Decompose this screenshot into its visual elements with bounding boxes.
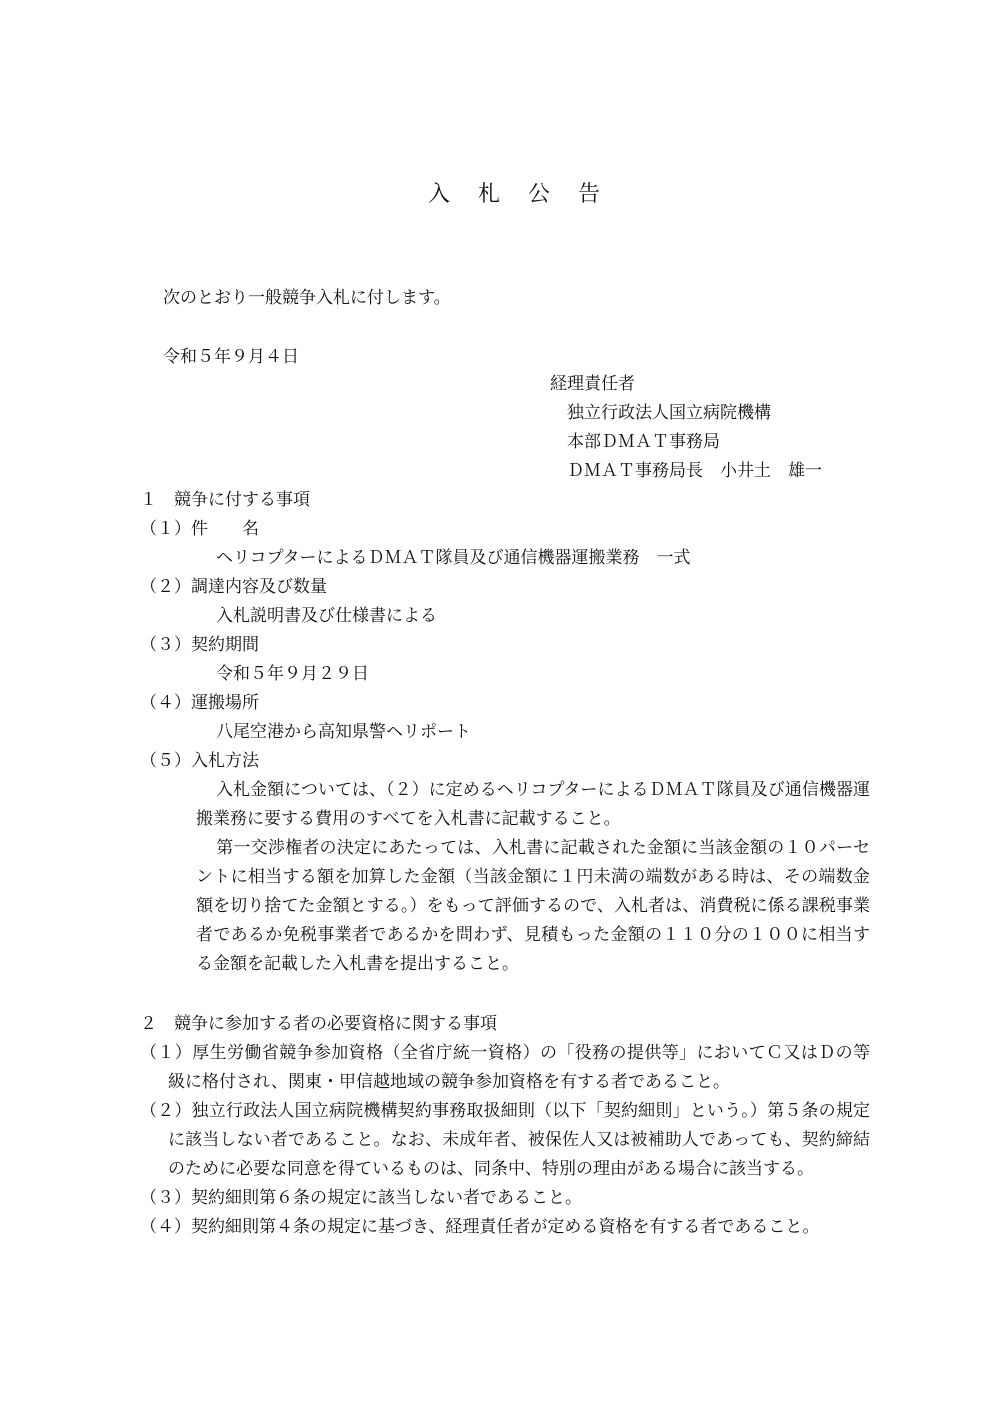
item-5-paragraph-1: [140, 776, 870, 834]
section-2: [140, 1010, 870, 1242]
item-4-label: （４）運搬場所: [140, 693, 259, 713]
item-3-text: 令和５年９月２９日: [216, 664, 369, 684]
item-5-paragraph-1-text: 入札金額については、（２）に定めるヘリコプターによるＤＭＡＴ隊員及び通信機器運搬業務に要する費用のすべてを入札書に記載すること。: [196, 780, 870, 829]
item-5-paragraph-2-text: 第一交渉権者の決定にあたっては、入札書に記載された金額に当該金額の１０パーセントに相当する額を加算した金額（当該金額に１円未満の端数がある時は、その端数金額を切り捨てた金額とする。）をもって評価するので、入札者は、消費税に係る課税事業者であるか免税事業者であるかを問わず、見積もった金額の１１０分の１００に相当する金額を記載した入札書を提出すること。: [196, 838, 870, 974]
notice-date: 令和５年９月４日: [163, 347, 299, 367]
item-1-text: ヘリコプターによるＤＭＡＴ隊員及び通信機器運搬業務 一式: [216, 548, 691, 568]
issuer-org: 独立行政法人国立病院機構: [567, 403, 771, 423]
document-title: 入札公告: [427, 182, 628, 207]
section-1: [140, 486, 870, 979]
item-5-paragraph-2: [140, 834, 870, 979]
issuer-person: ＤＭＡＴ事務局長 小井土 雄一: [567, 461, 822, 481]
qualification-4: （４）契約細則第４条の規定に基づき、経理責任者が定める資格を有する者であること。: [140, 1217, 820, 1237]
qualification-1: （１）厚生労働省競争参加資格（全省庁統一資格）の「役務の提供等」においてＣ又はＤの等級に格付され、関東・甲信越地域の競争参加資格を有する者であること。: [140, 1043, 870, 1092]
item-2-text: 入札説明書及び仕様書による: [216, 606, 437, 626]
section-2-heading: ２ 競争に参加する者の必要資格に関する事項: [140, 1014, 497, 1034]
item-3-label: （３）契約期間: [140, 635, 259, 655]
qualification-3: （３）契約細則第６条の規定に該当しない者であること。: [140, 1188, 582, 1208]
section-1-heading: １ 競争に付する事項: [140, 490, 310, 510]
issuer-role: 経理責任者: [550, 374, 635, 394]
intro-text: 次のとおり一般競争入札に付します。: [163, 288, 451, 308]
qualification-2: （２）独立行政法人国立病院機構契約事務取扱細則（以下「契約細則」という。）第５条の規定に該当しない者であること。なお、未成年者、被保佐人又は被補助人であっても、契約締結のために必要な同意を得ているものは、同条中、特別の理由がある場合に該当する。: [140, 1101, 870, 1179]
item-1-label: （１）件 名: [140, 519, 259, 539]
issuer-dept: 本部ＤＭＡＴ事務局: [567, 432, 720, 452]
item-5-label: （５）入札方法: [140, 751, 259, 771]
item-2-label: （２）調達内容及び数量: [140, 577, 327, 597]
item-4-text: 八尾空港から高知県警ヘリポート: [216, 722, 471, 742]
